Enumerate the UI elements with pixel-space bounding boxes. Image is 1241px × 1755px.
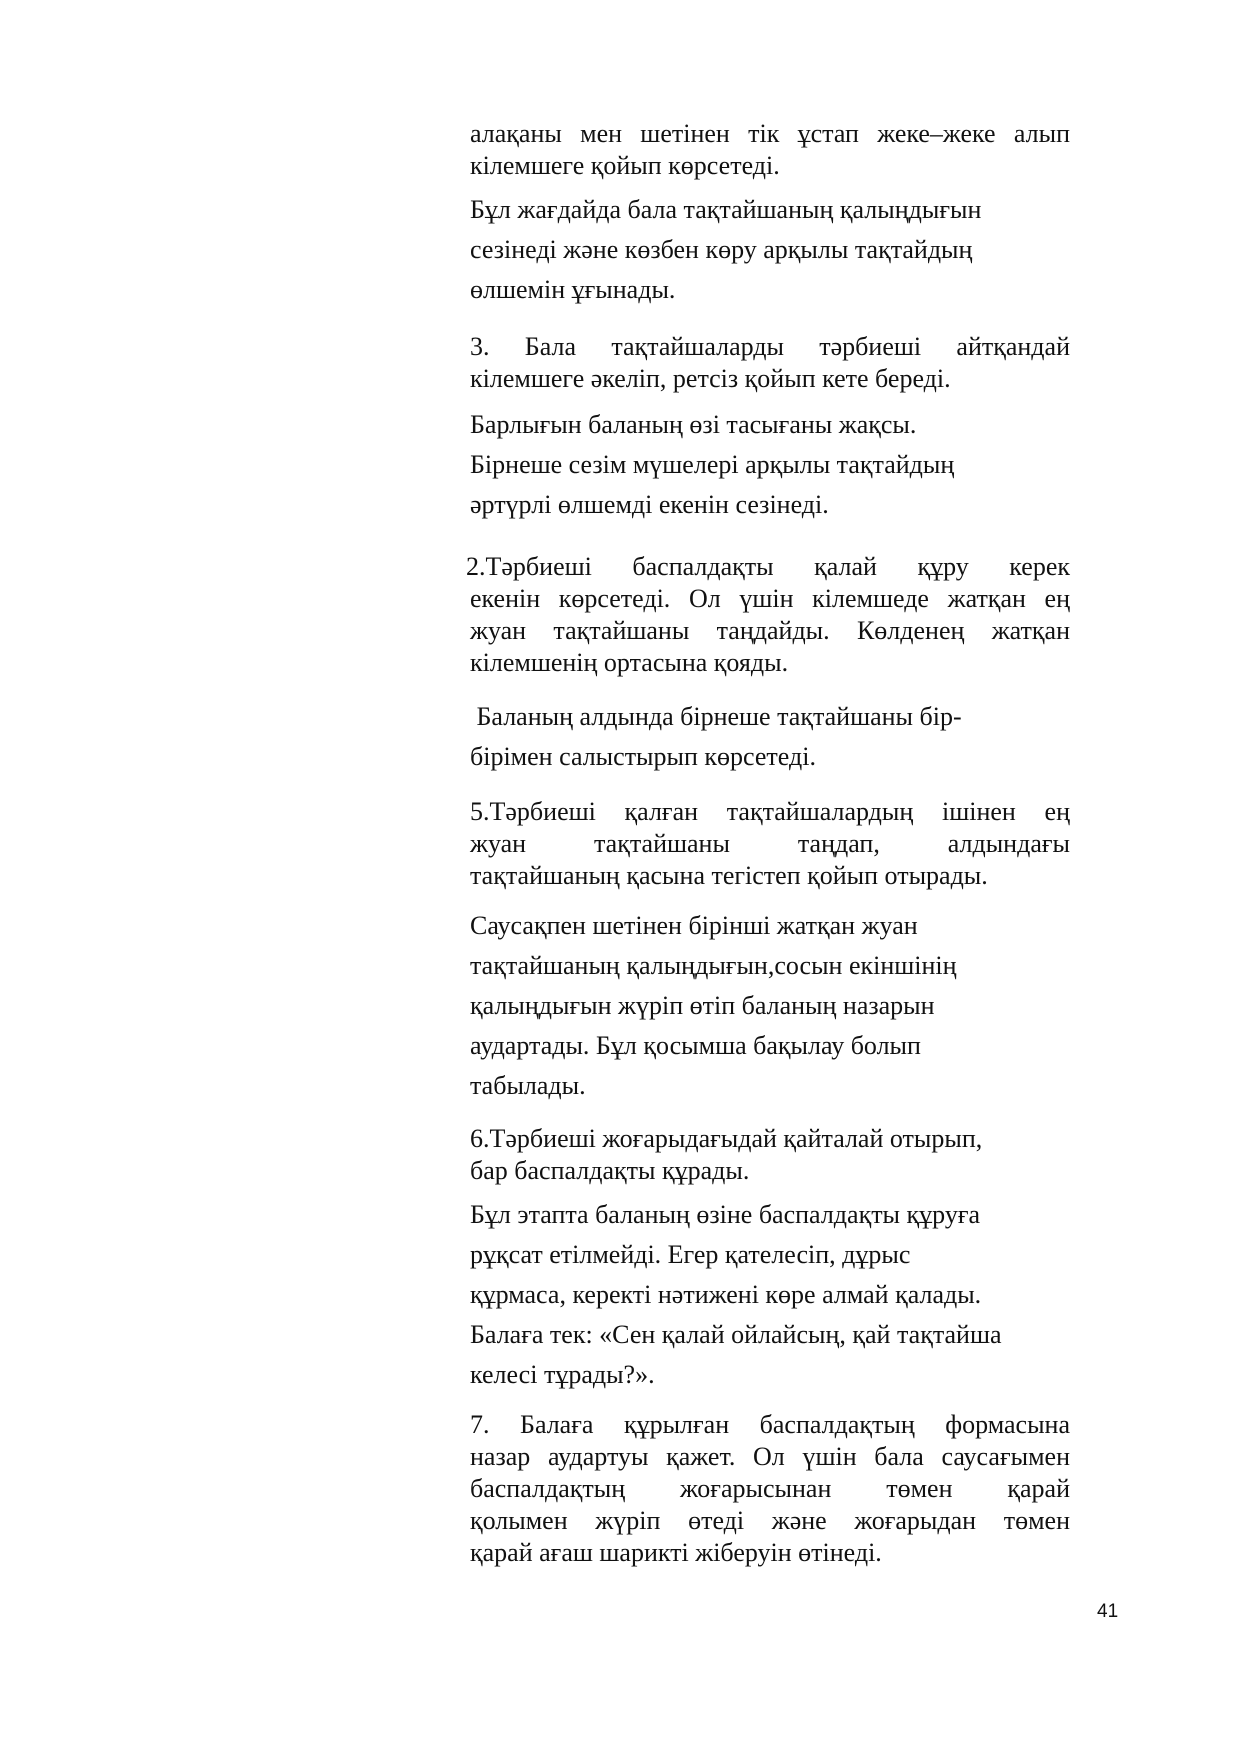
line: қарай ағаш шарикті жіберуін өтінеді.: [470, 1538, 882, 1567]
line: кілемшеге қойып көрсетеді.: [470, 151, 780, 180]
line: құрмаса, керекті нәтижені көре алмай қалады.: [470, 1280, 982, 1309]
line: алақаны мен шетінен тік ұстап жеке–жеке алып: [470, 119, 1070, 148]
paragraph-3: [470, 331, 1070, 395]
paragraph-11: [470, 1409, 1070, 1569]
paragraph-1: [470, 118, 1070, 182]
paragraph-2: [470, 190, 1070, 310]
line: кілемшеге әкеліп, ретсіз қойып кете береді.: [470, 364, 951, 393]
paragraph-8: [470, 906, 1070, 1106]
line: екенін көрсетеді. Ол үшін кілемшеде жатқан ең: [470, 584, 1070, 613]
line: 3. Бала тақтайшаларды тәрбиеші айтқандай: [470, 332, 1070, 361]
line: Саусақпен шетінен бірінші жатқан жуан: [470, 911, 918, 940]
paragraph-10: [470, 1195, 1070, 1395]
line: жуан тақтайшаны таңдап, алдындағы: [470, 829, 1070, 858]
line: 6.Тәрбиеші жоғарыдағыдай қайталай отырып,: [470, 1124, 983, 1153]
page-number: 41: [1097, 1601, 1119, 1622]
line: Бұл этапта баланың өзіне баспалдақты құруға: [470, 1200, 981, 1229]
line: тақтайшаның қалыңдығын,сосын екіншінің: [470, 951, 957, 980]
paragraph-4: [470, 405, 1070, 525]
line: табылады.: [470, 1071, 586, 1100]
line: 7. Балаға құрылған баспалдақтың формасына: [470, 1410, 1070, 1439]
line: қолымен жүріп өтеді және жоғарыдан төмен: [470, 1506, 1070, 1535]
paragraph-9: [470, 1123, 1070, 1187]
line: Барлығын баланың өзі тасығаны жақсы.: [470, 410, 917, 439]
line: тақтайшаның қасына тегістеп қойып отырады.: [470, 861, 988, 890]
line: әртүрлі өлшемді екенін сезінеді.: [470, 490, 829, 519]
line: өлшемін ұғынады.: [470, 275, 676, 304]
line: Бірнеше сезім мүшелері арқылы тақтайдың: [470, 450, 955, 479]
line: аудартады. Бұл қосымша бақылау болып: [470, 1031, 921, 1060]
line: бірімен салыстырып көрсетеді.: [470, 742, 816, 771]
line: сезінеді және көзбен көру арқылы тақтайдың: [470, 235, 973, 264]
paragraph-5: [466, 551, 1070, 679]
line: рұқсат етілмейді. Егер қателесіп, дұрыс: [470, 1240, 911, 1269]
paragraph-6: [470, 697, 1070, 777]
line: Бұл жағдайда бала тақтайшаның қалыңдығын: [470, 195, 982, 224]
line: келесі тұрады?».: [470, 1360, 655, 1389]
line: Балаға тек: «Сен қалай ойлайсың, қай тақтайша: [470, 1320, 1002, 1349]
line: қалыңдығын жүріп өтіп баланың назарын: [470, 991, 935, 1020]
line: бар баспалдақты құрады.: [470, 1156, 750, 1185]
line: Баланың алдында бірнеше тақтайшаны бір-: [470, 702, 962, 731]
line: назар аудартуы қажет. Ол үшін бала саусағымен: [470, 1442, 1070, 1471]
line: жуан тақтайшаны таңдайды. Көлденең жатқан: [470, 616, 1070, 645]
line: кілемшенің ортасына қояды.: [470, 648, 789, 677]
line: 2.Тәрбиеші баспалдақты қалай құру керек: [466, 552, 1070, 581]
line: 5.Тәрбиеші қалған тақтайшалардың ішінен ең: [470, 797, 1070, 826]
paragraph-7: [470, 796, 1070, 892]
line: баспалдақтың жоғарысынан төмен қарай: [470, 1474, 1070, 1503]
